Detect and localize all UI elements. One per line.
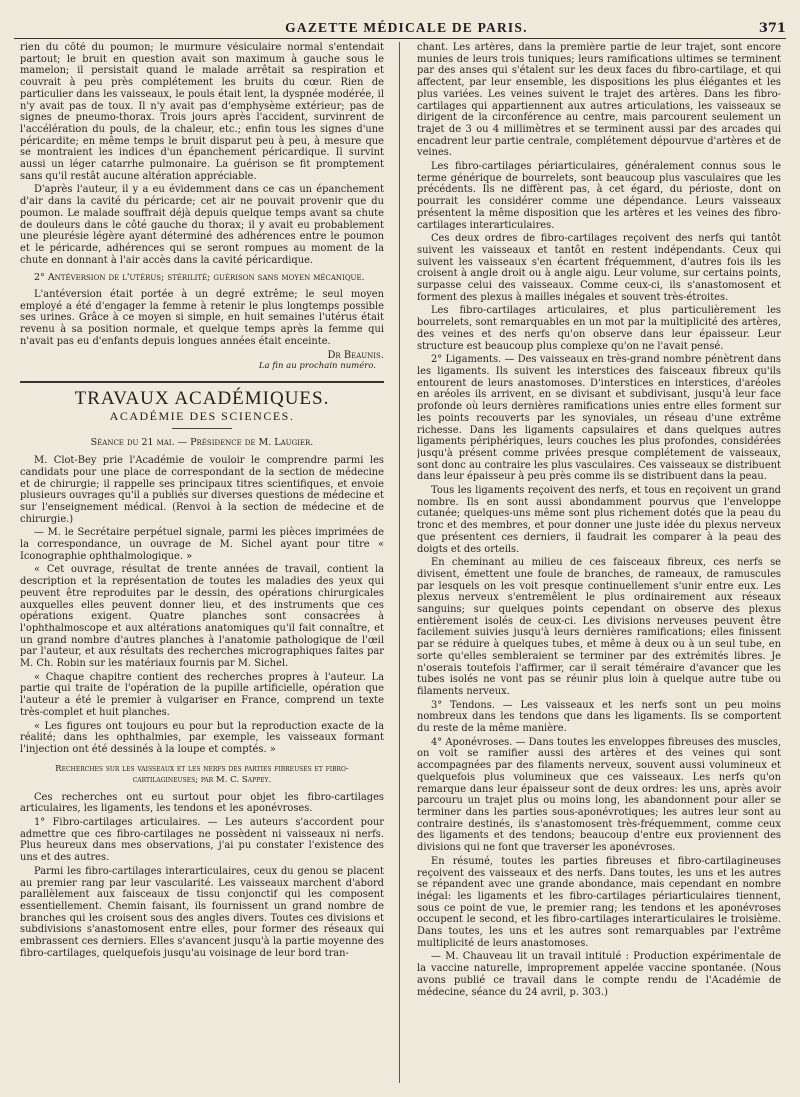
paragraph: 4° Aponévroses. — Dans toutes les enveloppes fibreuses des muscles, on voit se ramifier aussi des artères et des veines qui sont accompagnées par des filaments nerveux, souvent aussi volumineux et quelquefois plus volumineux que ces vaisseaux. Les nerfs qu'on remarque dans leur épaisseur sont de deux ordres: les uns, après avoir parcouru un trajet plus ou moins long, les abandonnent pour aller se terminer dans les parties sous-aponévrotiques; les autres leur sont au contraire destinés, ils s'anastomosent très-fréquemment, comme ceux des ligaments et des tendons; beaucoup d'entre eux proviennent des divisions qui ne font que traverser les aponévroses. [417,736,781,854]
paragraph: En cheminant au milieu de ces faisceaux fibreux, ces nerfs se divisent, émettent une foule de branches, de rameaux, de ramuscules par lesquels on les voit presque continuellement s'unir entre eux. Les plexus nerveux s'entremêlent le plus ordinairement aux réseaux sanguins; sur quelques points cependant on observe des plexus entièrement isolés de ceux-ci. Les divisions nerveuses peuvent être facilement suivies jusqu'à leurs dernières ramifications; elles finissent par se réduire à quelques tubes, et même à deux ou à un seul tube, en sorte qu'elles sembleraient se terminer par des extrémités libres. Je n'oserais toutefois l'affirmer, car il serait téméraire d'avancer que les tubes isolés ne vont pas se réunir plus loin à quelque autre tube ou filaments nerveux. [417,557,781,697]
section-heading: 2° Antéversion de l'utérus; stérilité; guérison sans moyen mécanique. [34,272,365,284]
journal-title: GAZETTE MÉDICALE DE PARIS. [285,20,528,35]
paragraph: Les fibro-cartilages périarticulaires, généralement connus sous le terme générique de bourrelets, sont beaucoup plus vasculaires que les précédents. Ils ne diffèrent pas, à cet égard, du périoste, dont on pourrait les considérer comme une dépendance. Leurs vaisseaux présentent la même disposition que les artères et les veines des fibro-cartilages interarticulaires. [417,161,781,231]
subsection-title: ACADÉMIE DES SCIENCES. [109,408,295,423]
section-divider [20,381,384,383]
page-header [14,10,786,39]
right-column [417,42,781,1089]
paragraph: chant. Les artères, dans la première partie de leur trajet, sont encore munies de leurs trois tuniques; leurs ramifications ultimes se terminent par des anses qui s'étalent sur les deux faces du fibro-cartilage, et qui affectent, par leur ensemble, les dispositions les plus élégantes et les plus variées. Les veines suivent le trajet des artères. Dans les fibro-cartilages qui appartiennent aux autres articulations, les vaisseaux se dirigent de la circonférence au centre, mais parcourent seulement un trajet de 3 ou 4 millimètres et se terminent aussi par des arcades qui encadrent leur partie centrale, complétement dépourvue d'artères et de veines. [417,42,781,159]
paragraph: Ces deux ordres de fibro-cartilages reçoivent des nerfs qui tantôt suivent les vaisseaux et tantôt en restent indépendants. Ceux qui suivent les vaisseaux s'en écartent fréquemment, d'autres fois ils les croisent à angle droit ou à angle aigu. Leur volume, sur certains points, surpasse celui des vaisseaux. Comme ceux-ci, ils s'anastomosent et forment des plexus à mailles inégales et souvent très-étroites. [417,233,781,303]
column-divider [399,42,400,1083]
paragraph: Ces recherches ont eu surtout pour objet les fibro-cartilages articulaires, les ligaments, les tendons et les aponévroses. [20,791,384,815]
session-line: Séance du 21 mai. — Présidence de M. Laugier. [90,437,314,449]
section-title: TRAVAUX ACADÉMIQUES. [74,387,330,409]
paragraph: « Cet ouvrage, résultat de trente années de travail, contient la description et la représentation de toutes les maladies des yeux qui peuvent être reproduites par le dessin, des opérations chirurgicales auxquelles elles peuvent donner lieu, et des instruments que ces opérations exigent. Quatre planches sont consacrées à l'ophthalmoscope et aux altérations anatomiques qu'il fait connaître, et un grand nombre d'autres planches à l'anatomie pathologique de l'œil par l'auteur, et aux résultats des recherches micrographiques faites par M. Ch. Robin sur les matériaux fournis par M. Sichel. [20,564,384,670]
continuation-note: La fin au prochain numéro. [258,361,376,372]
paragraph: Tous les ligaments reçoivent des nerfs, et tous en reçoivent un grand nombre. Ils en sont aussi abondamment pourvus que l'enveloppe cutanée; quelques-uns même sont plus richement dotés que la peau du tronc et des membres, et pour donner une juste idée du plexus nerveux que présentent ces derniers, il faudrait les comparer à la peau des doigts et des orteils. [417,485,781,555]
paragraph: « Les figures ont toujours eu pour but la reproduction exacte de la réalité; dans les ophthalmies, par exemple, les vaisseaux formant l'injection ont été dessinés à la loupe et comptés. » [20,720,384,755]
paragraph: D'après l'auteur, il y a eu évidemment dans ce cas un épanchement d'air dans la cavité du péricarde; cet air ne pouvait provenir que du poumon. Le malade souffrait déjà depuis quelque temps avant sa chute de douleurs dans le côté gauche du thorax; il y avait eu probablement une pleurésie légère ayant déterminé des adhérences entre le poumon et le péricarde, adhérences qui se seront rompues au moment de la chute en donnant à l'air accès dans la cavité péricardique. [20,184,384,266]
paragraph: rien du côté du poumon; le murmure vésiculaire normal s'entendait partout; le bruit en question avait son maximum à gauche sous le mamelon; il persistait quand le malade arrêtait sa respiration et couvrait à peu près complétement les bruits du cœur. Rien de particulier dans les vaisseaux, le pouls était lent, la dyspnée modérée, il n'y avait pas de toux. Il n'y avait pas d'emphysème extérieur; pas de signes de pneumo-thorax. Trois jours après l'accident, survinrent de l'accélération du pouls, de la chaleur, etc.; enfin tous les signes d'une péricardite; en même temps le bruit disparut peu à peu, à mesure que se montraient les indices d'un épanchement péricardique. Il survint aussi un léger catarrhe pulmonaire. La guérison se fit promptement sans qu'il restât aucune altération appréciable. [20,42,384,182]
short-divider [172,428,232,429]
paragraph: 2° Ligaments. — Des vaisseaux en très-grand nombre pénètrent dans les ligaments. Ils suivent les interstices des faisceaux fibreux qu'ils entourent de leurs anastomoses. D'interstices en interstices, d'aréoles en aréoles ils arrivent, en se divisant et subdivisant, jusqu'à leur face profonde où leurs dernières ramifications unies entre elles forment sur les points recouverts par les synoviales, un réseau d'une extrême richesse. Dans les ligaments capsulaires et dans quelques autres ligaments périphériques, leurs couches les plus profondes, considérées jusqu'à présent comme privées presque complétement de vaisseaux, sont donc au contraire les plus vasculaires. Ces vaisseaux se distribuent dans leur épaisseur à peu près comme ils se distribuent dans la peau. [417,354,781,483]
page-number: 371 [758,21,786,36]
paragraph: M. Clot-Bey prie l'Académie de vouloir le comprendre parmi les candidats pour une place de correspondant de la section de médecine et de chirurgie; il rappelle ses principaux titres scientifiques, et envoie plusieurs ouvrages qu'il a publiés sur diverses questions de médecine et sur l'enseignement médical. (Renvoi à la section de médecine et de chirurgie.) [20,455,384,525]
author-signature: Dr Beaunis. [327,349,384,361]
paragraph: — M. le Secrétaire perpétuel signale, parmi les pièces imprimées de la correspondance, un ouvrage de M. Sichel ayant pour titre « Iconographie ophthalmologique. » [20,527,384,562]
paragraph: 1° Fibro-cartilages articulaires. — Les auteurs s'accordent pour admettre que ces fibro-cartilages ne possèdent ni vaisseaux ni nerfs. Plus heureux dans mes observations, j'ai pu constater l'existence des uns et des autres. [20,817,384,864]
paragraph: — M. Chauveau lit un travail intitulé : Production expérimentale de la vaccine naturelle, improprement appelée vaccine spontanée. (Nous avons publié ce travail dans le compte rendu de l'Académie de médecine, séance du 24 avril, p. 303.) [417,951,781,998]
paragraph: Parmi les fibro-cartilages interarticulaires, ceux du genou se placent au premier rang par leur vascularité. Les vaisseaux marchent d'abord parallèlement aux faisceaux de tissu conjonctif qui les composent essentiellement. Chemin faisant, ils fournissent un grand nombre de branches qui les croisent sous des angles divers. Toutes ces divisions et subdivisions s'anastomosent entre elles, pour former des réseaux qui embrassent ces derniers. Elles s'avancent jusqu'à la partie moyenne des fibro-cartilages, quelquefois jusqu'au voisinage de leur bord tran- [20,865,384,959]
paragraph: En résumé, toutes les parties fibreuses et fibro-cartilagineuses reçoivent des vaisseaux et des nerfs. Dans toutes, les uns et les autres se répandent avec une grande abondance, mais cependant en nombre inégal: les ligaments et les fibro-cartilages périarticulaires tiennent, sous ce point de vue, le premier rang; les tendons et les aponévroses occupent le second, et les fibro-cartilages interarticulaires le troisième. Dans toutes, les uns et les autres sont remarquables par l'extrême multiplicité de leurs anastomoses. [417,855,781,949]
paragraph: Les fibro-cartilages articulaires, et plus particulièrement les bourrelets, sont remarquables en un mot par la multiplicité des artères, des veines et des nerfs qu'on observe dans leur épaisseur. Leur structure est beaucoup plus complexe qu'on ne l'avait pensé. [417,305,781,352]
paragraph: 3° Tendons. — Les vaisseaux et les nerfs sont un peu moins nombreux dans les tendons que dans les ligaments. Ils se comportent du reste de la même manière. [417,699,781,735]
paragraph: L'antéversion était portée à un degré extrême; le seul moyen employé a été d'engager la femme à retenir le plus longtemps possible ses urines. Grâce à ce moyen si simple, en huit semaines l'utérus était revenu à sa position normale, et quelque temps après la femme qui n'avait pas eu d'enfants depuis longues années était enceinte. [20,289,384,347]
paragraph: « Chaque chapitre contient des recherches propres à l'auteur. La partie qui traite de l'opération de la pupille artificielle, opération que l'auteur a été le premier à vulgariser en France, comprend un texte très-complet et huit planches. [20,671,384,718]
article-title: Recherches sur les vaisseaux et les nerfs des parties fibreuses et fibro-cartilagineuses; par M. C. Sappey. [55,763,349,785]
left-column [20,42,384,1089]
